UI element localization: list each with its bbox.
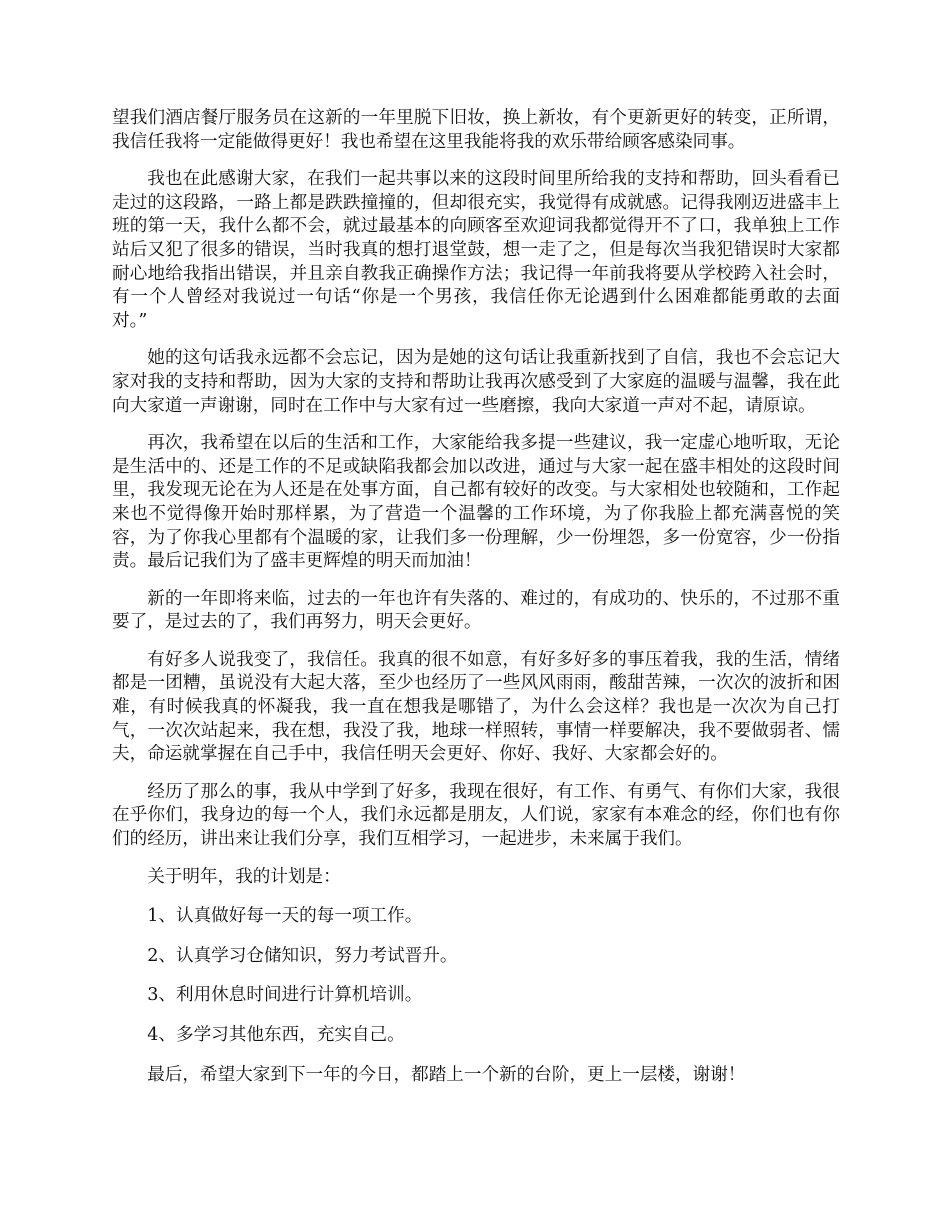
document-body xyxy=(112,107,840,1103)
paragraph-thanks: 我也在此感谢大家，在我们一起共事以来的这段时间里所给我的支持和帮助，回头看看已走过的这段路，一路上都是跌跌撞撞的，但却很充实，我觉得有成就感。记得我刚迈进盛丰上班的第一天，我什么都不会，就过最基本的向顾客至欢迎词我都觉得开不了口，我单独上工作站后又犯了很多的错误，当时我真的想打退堂鼓，想一走了之，但是每次当我犯错误时大家都耐心地给我指出错误，并且亲自教我正确操作方法；我记得一年前我将要从学校跨入社会时，有一个人曾经对我说过一句话“你是一个男孩，我信任你无论遇到什么困难都能勇敢的去面对。” xyxy=(112,169,840,331)
paragraph-plan-heading: 关于明年，我的计划是： xyxy=(147,866,341,887)
paragraph-experience: 经历了那么的事，我从中学到了好多，我现在很好，有工作、有勇气、有你们大家，我很在乎你们，我身边的每一个人，我们永远都是朋友，人们说，家家有本难念的经，你们也有你们的经历，讲出来让我们分享，我们互相学习，一起进步，未来属于我们。 xyxy=(112,781,840,850)
plan-item-1: 1、认真做好每一天的每一项工作。 xyxy=(147,906,423,927)
paragraph-changes: 有好多人说我变了，我信任。我真的很不如意，有好多好多的事压着我，我的生活，情绪都是一团糟，虽说没有大起大落，至少也经历了一些风风雨雨，酸甜苦辣，一次次的波折和困难，有时候我真的怀凝我，我一直在想我是哪错了，为什么会这样？我也是一次次为自己打气，一次次站起来，我在想，我没了我，地球一样照转，事情一样要解决，我不要做弱者、懦夫，命运就掌握在自己手中，我信任明天会更好、你好、我好、大家都会好的。 xyxy=(112,649,840,765)
paragraph-closing: 最后，希望大家到下一年的今日，都踏上一个新的台阶，更上一层楼，谢谢！ xyxy=(147,1064,746,1085)
plan-item-3: 3、利用休息时间进行计算机培训。 xyxy=(147,985,423,1006)
paragraph-intro: 望我们酒店餐厅服务员在这新的一年里脱下旧妆，换上新妆，有个更新更好的转变，正所谓，我信任我将一定能做得更好！我也希望在这里我能将我的欢乐带给顾客感染同事。 xyxy=(112,108,840,152)
paragraph-suggestions: 再次，我希望在以后的生活和工作，大家能给我多提一些建议，我一定虚心地听取，无论是生活中的、还是工作的不足或缺陷我都会加以改进，通过与大家一起在盛丰相处的这段时间里，我发现无论在为人还是在处事方面，自己都有较好的改变。与大家相处也较随和，工作起来也不觉得像开始时那样累，为了营造一个温馨的工作环境，为了你我脸上都充满喜悦的笑容，为了你我心里都有个温暖的家，让我们多一份理解，少一份埋怨，多一份宽容，少一份指责。最后记我们为了盛丰更辉煌的明天而加油！ xyxy=(112,433,840,572)
plan-item-4: 4、多学习其他东西，充实自己。 xyxy=(147,1025,405,1045)
paragraph-new-year: 新的一年即将来临，过去的一年也许有失落的、难过的，有成功的、快乐的，不过那不重要了，是过去的了，我们再努力，明天会更好。 xyxy=(112,588,840,633)
plan-item-2: 2、认真学习仓储知识，努力考试晋升。 xyxy=(147,945,458,966)
paragraph-gratitude: 她的这句话我永远都不会忘记，因为是她的这句话让我重新找到了自信，我也不会忘记大家对我的支持和帮助，因为大家的支持和帮助让我再次感受到了大家庭的温暖与温馨，我在此向大家道一声谢谢，同时在工作中与大家有过一些磨擦，我向大家道一声对不起，请原谅。 xyxy=(112,348,840,416)
